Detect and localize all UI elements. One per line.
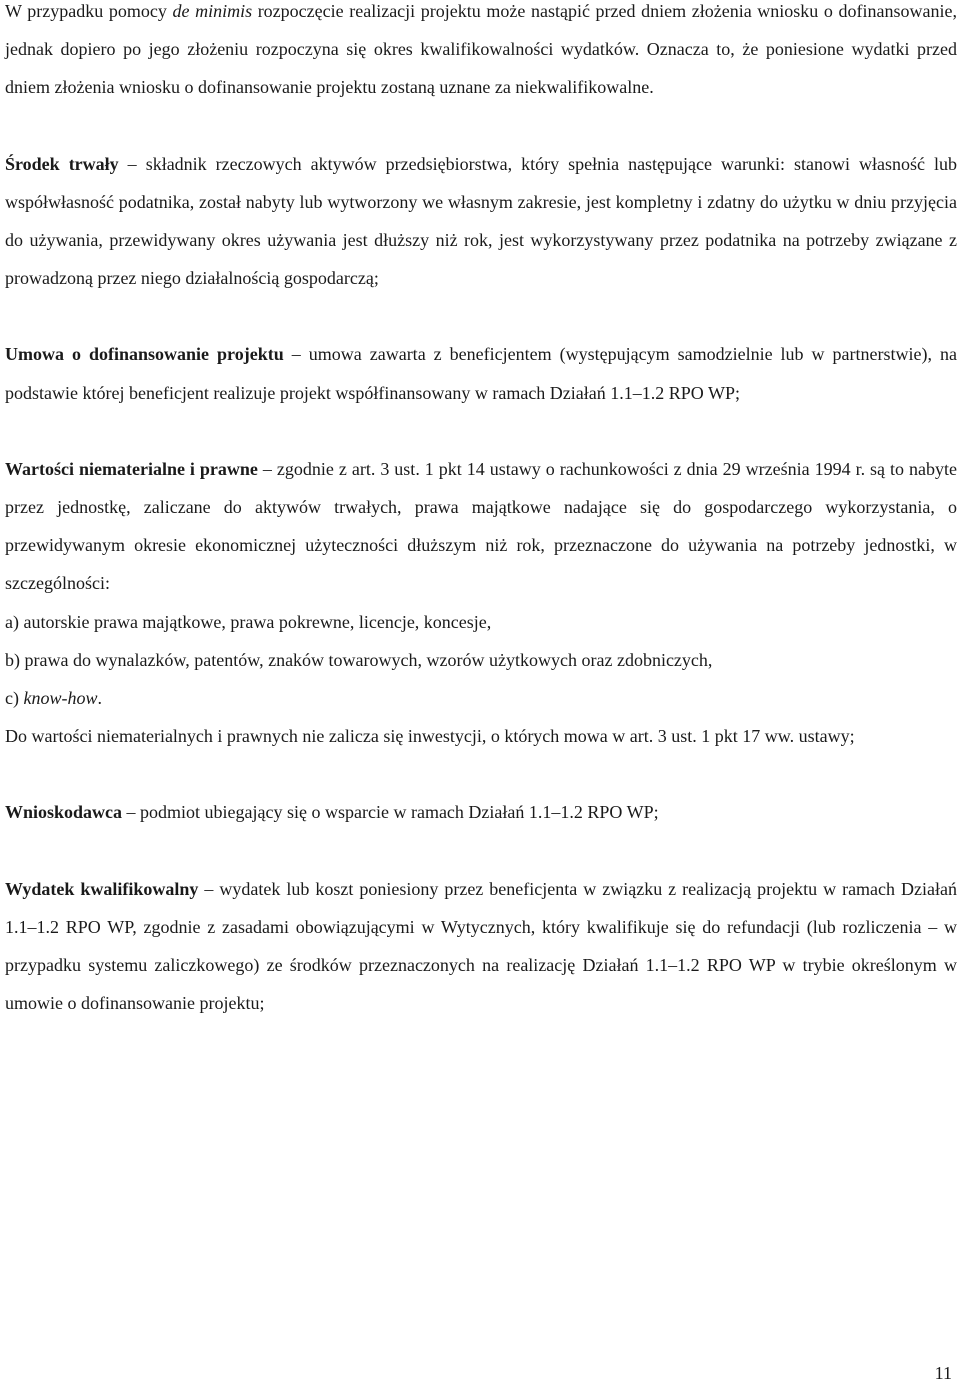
definition-dash: – xyxy=(283,344,309,365)
de-minimis-text-end: rozpoczęcie realizacji projektu może nastąpić przed dniem złożenia wniosku o dofinansowanie, jednak dopiero po jego złożeniu rozpoczyna się okres kwalifikowalności wydatków. Oznacza to, że poniesione wydatki przed dniem złożenia wniosku o dofinansowanie projektu zostaną uznane za niekwalifikowalne. xyxy=(5,1,957,98)
spacer xyxy=(5,297,957,335)
definition-text: umowa zawarta z beneficjentem (występującym samodzielnie lub w partnerstwie), na podstawie której beneficjent realizuje projekt współfinansowany w ramach Działań 1.1–1.2 RPO WP; xyxy=(5,344,958,403)
definition-term: Wartości niematerialne i prawne xyxy=(5,458,258,479)
definition-text: wydatek lub koszt poniesiony przez beneficjenta w związku z realizacją projektu w ramach Działań 1.1–1.2 RPO WP, zgodnie z zasadami obowiązującymi w Wytycznych, który kwalifikuje się do refundacji (lub rozliczenia – w przypadku systemu zaliczkowego) ze środków przeznaczonych na realizację Działań 1.1–1.2 RPO WP w trybie określonym w umowie o dofinansowanie projektu; xyxy=(5,878,958,1014)
definition-wydatek-kwalifikowalny xyxy=(5,870,957,1023)
definition-term: Umowa o dofinansowanie projektu xyxy=(5,344,284,365)
list-item-c xyxy=(5,679,957,717)
wartosci-note: Do wartości niematerialnych i prawnych nie zalicza się inwestycji, o których mowa w art. 3 ust. 1 pkt 17 ww. ustawy; xyxy=(5,726,855,747)
definition-dash: – xyxy=(257,458,277,479)
definition-srodek-trwaly xyxy=(5,145,957,298)
list-item-b: b) prawa do wynalazków, patentów, znaków towarowych, wzorów użytkowych oraz zdobniczych, xyxy=(5,649,713,670)
list-item-c-term: know-how xyxy=(23,688,98,709)
definition-term: Wnioskodawca xyxy=(5,802,123,823)
definition-wartosci-niematerialne xyxy=(5,450,957,603)
definition-text: zgodnie z art. 3 ust. 1 pkt 14 ustawy o rachunkowości z dnia 29 września 1994 r. są to nabyte przez jednostkę, zaliczane do aktywów trwałych, prawa majątkowe nadające się do gospodarczego wykorzystania, o przewidywanym okresie ekonomicznej użyteczności dłuższym niż rok, przeznaczone do używania na potrzeby jednostki, w szczególności: xyxy=(5,458,958,594)
definition-wnioskodawca xyxy=(5,793,957,831)
definition-dash: – xyxy=(122,802,141,823)
definition-dash: – xyxy=(198,878,220,899)
de-minimis-paragraph xyxy=(5,0,957,107)
definition-term: Wydatek kwalifikowalny xyxy=(5,878,199,899)
spacer xyxy=(5,832,957,870)
definition-text: składnik rzeczowych aktywów przedsiębiorstwa, który spełnia następujące warunki: stanowi własność lub współwłasność podatnika, został nabyty lub wytworzony we własnym zakresie, jest kompletny i zdatny do użytku w dniu przyjęcia do używania, przewidywany okres używania jest dłuższy niż rok, jest wykorzystywany przez podatnika na potrzeby związane z prowadzoną przez niego działalnością gospodarczą; xyxy=(5,153,957,289)
definition-dash: – xyxy=(118,153,146,174)
definition-umowa xyxy=(5,335,957,411)
definition-text: podmiot ubiegający się o wsparcie w ramach Działań 1.1–1.2 RPO WP; xyxy=(140,802,659,823)
page-number: 11 xyxy=(934,1363,952,1383)
spacer xyxy=(5,107,957,145)
document-page xyxy=(5,0,957,1022)
definition-term: Środek trwały xyxy=(5,153,119,174)
list-item-a: a) autorskie prawa majątkowe, prawa pokrewne, licencje, koncesje, xyxy=(5,611,492,632)
de-minimis-term: de minimis xyxy=(172,1,253,21)
list-item-c-suffix: . xyxy=(97,688,102,709)
list-item-c-prefix: c) xyxy=(5,688,24,709)
spacer xyxy=(5,412,957,450)
de-minimis-text-start: W przypadku pomocy xyxy=(5,1,173,21)
spacer xyxy=(5,755,957,793)
